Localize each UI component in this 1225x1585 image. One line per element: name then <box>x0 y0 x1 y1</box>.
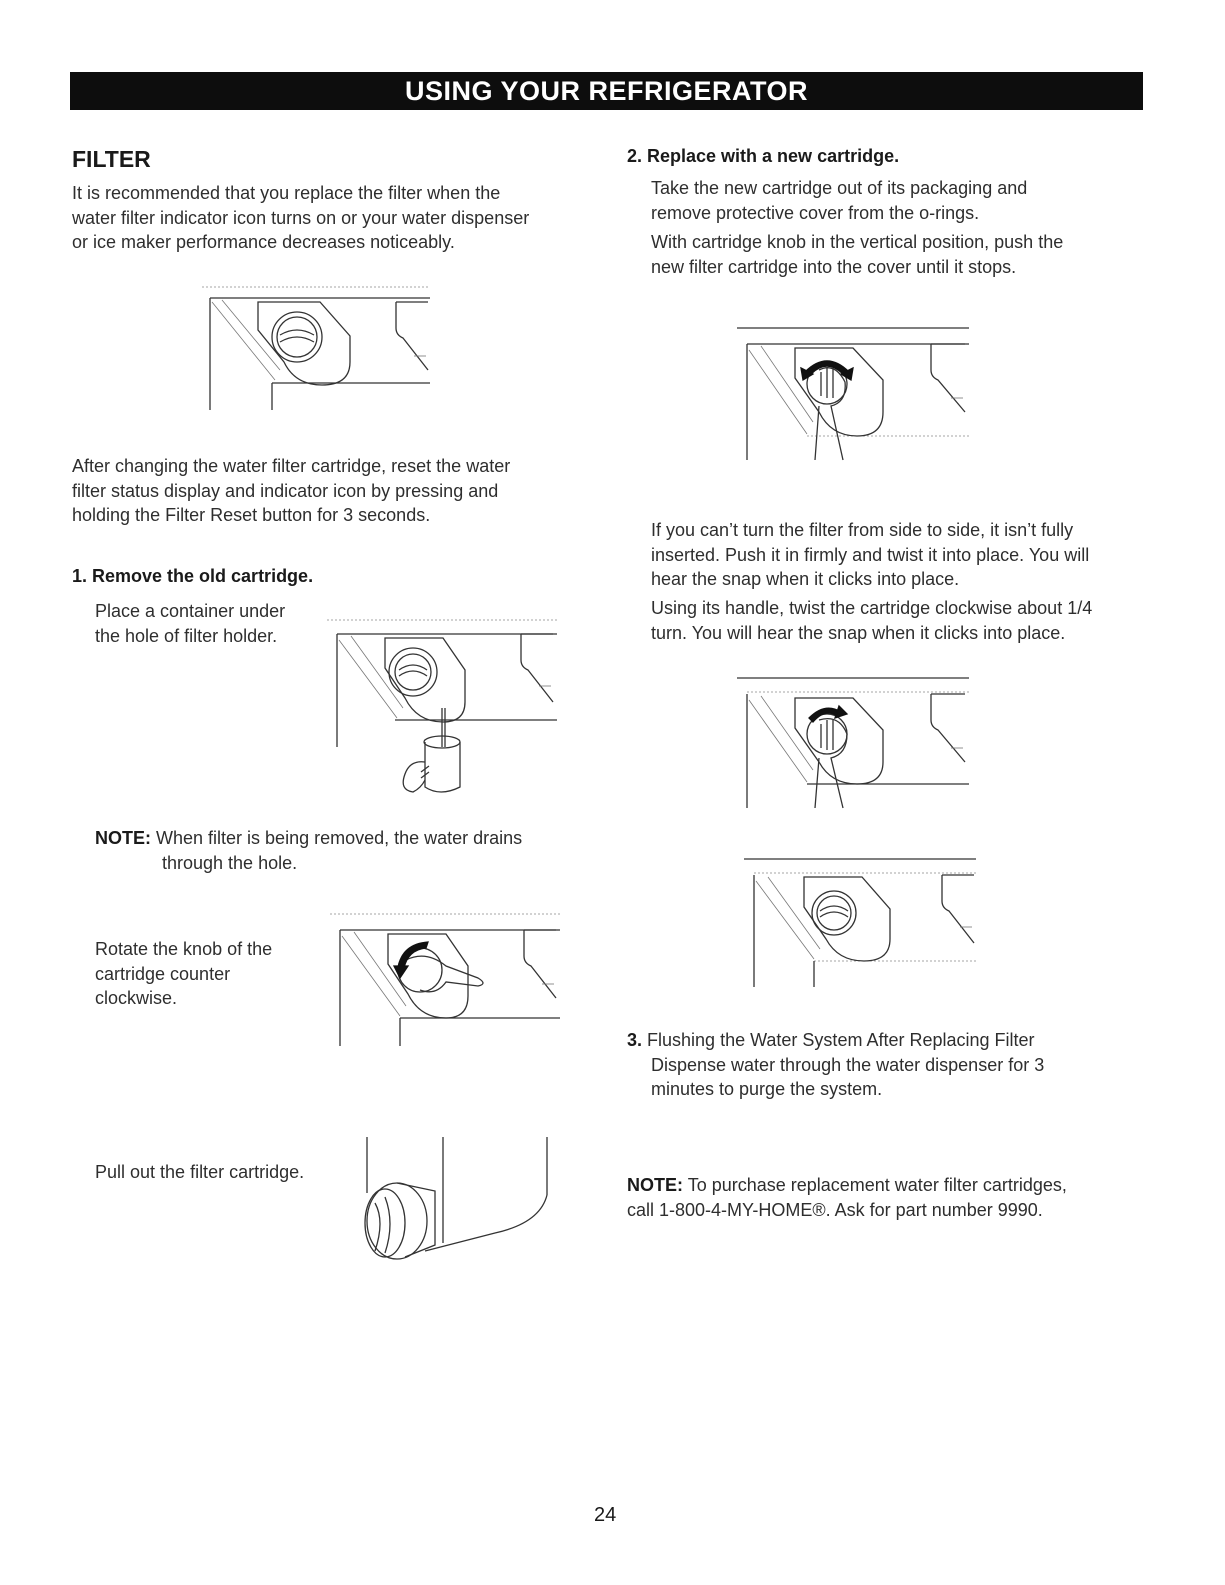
step1-title: 1. Remove the old cartridge. <box>72 566 314 586</box>
pull-out-text: Pull out the filter cartridge. <box>95 1162 305 1182</box>
step1-note: NOTE: When filter is being removed, the water drains through the hole. <box>95 828 523 873</box>
step2-p3: If you can’t turn the filter from side to side, it isn’t fully inserted. Push it in firmly and twist it into place. You will hear the snap when it clicks into place. <box>651 520 1090 589</box>
container-under-filter-illustration <box>325 612 560 807</box>
filter-heading: FILTER <box>72 146 151 172</box>
filter-housing-illustration <box>200 280 440 415</box>
pull-out-cartridge-illustration <box>335 1133 555 1263</box>
step2-p1: Take the new cartridge out of its packaging and remove protective cover from the o-rings. <box>651 178 1028 223</box>
page-number: 24 <box>594 1504 617 1526</box>
filter-intro: It is recommended that you replace the filter when the water filter indicator icon turns on or your water dispenser or ice maker performance decreases noticeably. <box>72 183 530 252</box>
installed-cartridge-illustration <box>742 855 982 990</box>
filter-reset-text: After changing the water filter cartridge, reset the water filter status display and indicator icon by pressing and holding the Filter Reset button for 3 seconds. <box>72 456 511 525</box>
step3: 3. Flushing the Water System After Replacing Filter Dispense water through the water dispenser for 3 minutes to purge the system. <box>627 1030 1045 1099</box>
step1-container-text: Place a container under the hole of filter holder. <box>95 601 286 646</box>
step2-p4: Using its handle, twist the cartridge clockwise about 1/4 turn. You will hear the snap when it clicks into place. <box>651 598 1093 643</box>
note-label: NOTE: <box>627 1175 683 1195</box>
step2-p2: With cartridge knob in the vertical position, push the new filter cartridge into the cover until it stops. <box>651 232 1064 277</box>
push-cartridge-illustration <box>735 322 975 462</box>
rotate-knob-illustration <box>328 908 563 1048</box>
note-label: NOTE: <box>95 828 151 848</box>
rotate-knob-text: Rotate the knob of the cartridge counter clockwise. <box>95 939 273 1008</box>
step2-title: 2. Replace with a new cartridge. <box>627 146 900 166</box>
twist-clockwise-illustration <box>735 672 975 812</box>
purchase-note: NOTE: To purchase replacement water filter cartridges, call 1-800-4-MY-HOME®. Ask for part number 9990. <box>627 1175 1067 1220</box>
section-banner: USING YOUR REFRIGERATOR <box>70 72 1143 110</box>
